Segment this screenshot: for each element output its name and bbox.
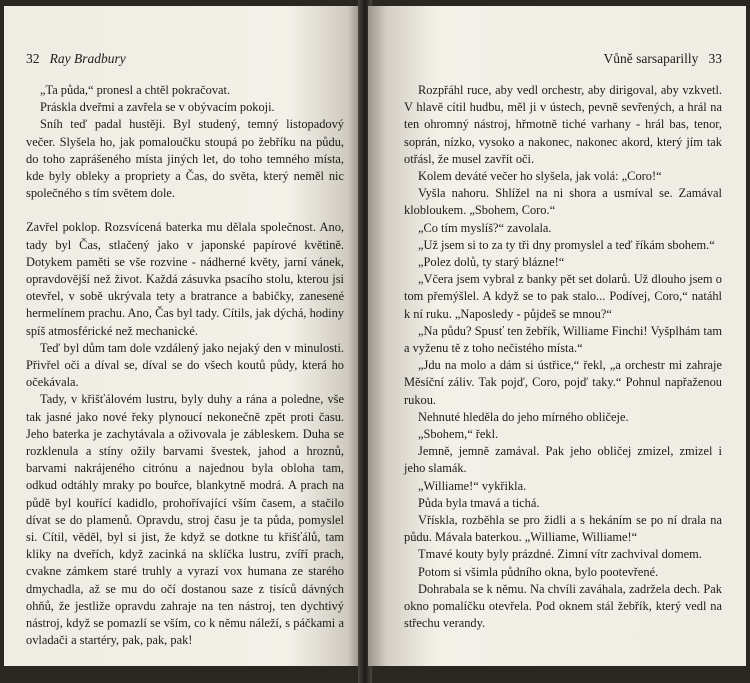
- right-page-number: 33: [708, 51, 722, 66]
- paragraph: Teď byl dům tam dole vzdálený jako nejaký den v minulosti. Přivřel oči a díval se, díval se do všech koutů půdy, která ho očekávala.: [26, 340, 344, 390]
- paragraph: „Už jsem si to za ty tři dny promyslel a teď říkám sbohem.“: [418, 237, 715, 252]
- paragraph: Půda byla tmavá a tichá.: [418, 495, 540, 510]
- left-page-body: [26, 82, 344, 650]
- paragraph: Tmavé kouty byly prázdné. Zimní vítr zachvival domem.: [418, 547, 702, 562]
- paragraph: „Co tím myslíš?“ zavolala.: [418, 220, 552, 235]
- paragraph: Rozpřáhl ruce, aby vedl orchestr, aby dirigoval, aby vzkvetl. V hlavě cítil hudbu, měl ji v ústech, pevně sevřených, a hrál na ten ohromný nástroj, hřmotně tiché varhany - hrál bas, tenor, soprán, nízko, vysoko a nakonec, nakonec akord, který jím tak otřásl, že musel zavřít oči.: [404, 83, 722, 166]
- paragraph: Práskla dveřmi a zavřela se v obývacím pokoji.: [40, 100, 275, 115]
- paragraph: „Na půdu? Spusť ten žebřík, Williame Finchi! Vyšplhám tam a vyženu tě z toho nečistého místa.“: [404, 323, 722, 356]
- paragraph: Dohrabala se k němu. Na chvíli zaváhala, zadržela dech. Pak okno pomalíčku otevřela. Pod oknem stál žebřík, který vedl na střechu verandy.: [404, 581, 722, 631]
- paragraph: Vyšla nahoru. Shlížel na ni shora a usmíval se. Zamával klobloukem. „Sbohem, Coro.“: [404, 186, 722, 218]
- paragraph: „Sbohem,“ řekl.: [418, 427, 499, 442]
- left-page: [4, 6, 362, 666]
- paragraph: Tady, v křišťálovém lustru, byly duhy a rána a poledne, vše tak jasné jako nové řeky plynoucí nekonečně zpět proti času. Jeho baterka je zachytávala a oživovala je zábleskem. Duha se rozklenula a stíny ožily barvami švestek, jahod a hroznů, barvami nakrájeného citrónu a najednou byla obloha tam, odkud odtáhly mraky po bouřce, blankytně modrá. A prach na půdě byl kouřící kadidlo, prohořívající vším časem, a stačilo dívat se do plamenů. Opravdu, stroj času je ta půda, pomyslel si. Cítil, věděl, byl si jist, že když se dotkne tu křišťálů, tam kliky na dveřích, když zacinká na sklíčka lustru, zvíří prach, cvakne zámkem staré truhly a vyrazí vox humana ze starého dmychadla, až se mu do očí dostanou saze z tisíců dávných ohňů, že jestliže opravdu zahraje na ten nástroj, ten dychtivý nástroj, když se pomazlí se vším, co k němu náleží, s páčkami a ovladači a startéry, pak, pak, pak!: [26, 392, 344, 648]
- paragraph: Zavřel poklop. Rozsvícená baterka mu dělala společnost. Ano, tady byl Čas, stlačený jako v japonské papírové květině. Dotykem paměti se vše rozvine - nádherné květy, jarní vánek, opravdovější než život. Každá zásuvka psacího stolu, kterou jsi otevřel, v sobě ukrývala tety a bratrance a babičky, zanesené hermelínem prachu. Ano, Čas byl tady. Cítils, jak dýchá, hodiny spíš atmosférické než mechanické.: [26, 220, 344, 338]
- paragraph: „Polez dolů, ty starý blázne!“: [418, 255, 565, 270]
- left-page-header: [26, 51, 340, 67]
- paragraph: „Ta půda,“ pronesl a chtěl pokračovat.: [40, 83, 231, 97]
- paragraph: „Včera jsem vybral z banky pět set dolarů. Už dlouho jsem o tom přemýšlel. A když se to pak stalo... Podívej, Coro,“ natáhl k ní ruku. „Naposledy - půjdeš se mnou?“: [404, 272, 722, 321]
- right-page-header: [404, 51, 722, 67]
- right-page-body: [404, 82, 722, 633]
- paragraph: Nehnuté hleděla do jeho mírného obličeje.: [418, 409, 629, 424]
- paragraph: Vřískla, rozběhla se pro židli a s hekáním se po ní drala na půdu. Mávala baterkou. „Williame, Williame!“: [404, 513, 722, 545]
- paragraph: Kolem deváté večer ho slyšela, jak volá: „Coro!“: [418, 169, 662, 184]
- paragraph: Jemně, jemně zamával. Pak jeho obličej zmizel, zmizel i jeho slamák.: [404, 444, 722, 476]
- paragraph: Potom si všimla půdního okna, bylo pootevřené.: [418, 564, 659, 579]
- left-running-title: Ray Bradbury: [49, 51, 126, 66]
- paragraph: Sníh teď padal hustěji. Byl studený, temný listopadový večer. Slyšela ho, jak pomaloučku stoupá po žebříku na půdu, do toho zaprášeného místa jiných let, do toho temného místa, kde byly obleky a proprіety a Čas, do světa, který neměl nic společného s tím světem dole.: [26, 117, 344, 201]
- left-page-number: 32: [26, 51, 40, 66]
- right-page: [368, 6, 746, 666]
- paragraph: „Williame!“ vykřikla.: [418, 478, 527, 493]
- paragraph: „Jdu na molo a dám si ústřice,“ řekl, „a orchestr mi zahraje Měsíční záliv. Tak pojď, Coro, pojď taky.“ Pohnul napřaženou rukou.: [404, 358, 722, 407]
- right-running-title: Vůně sarsaparilly: [603, 51, 699, 66]
